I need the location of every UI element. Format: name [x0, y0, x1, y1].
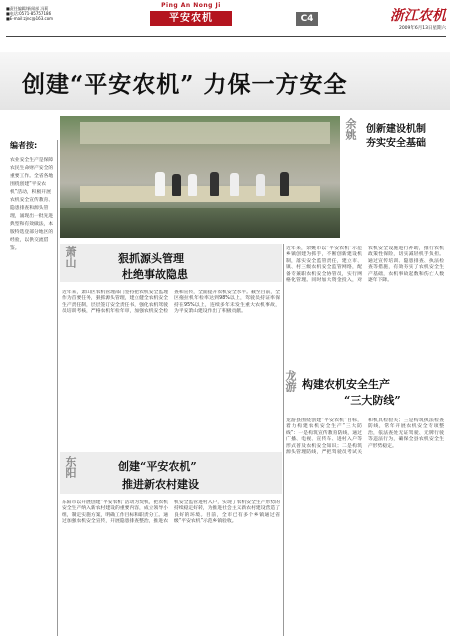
page-code: C4 — [296, 12, 318, 26]
editor-note-label: 编者按: — [10, 141, 38, 150]
longyou-title-2: “三大防线” — [344, 394, 401, 407]
main-headline: 创建“平安农机” 力保一方安全 — [22, 71, 348, 98]
yuyao-place: 余姚 — [344, 118, 357, 140]
dongyang-text: 东阳市以开展创建“平安农机”活动为契机，把农机安全生产纳入新农村建设的重要内容，成立领导小组，制定实施方案，明确工作目标和职责分工。通过加强农机安全宣传，开展隐患排查整治，推进农机安全监管进村入户，实现了农机安全生产形势的持续稳定好转，为推进社会主义新农村建设营造了良好的环境。目前，全市已有多个乡镇通过省级“平安农机”示范乡镇验收。 — [62, 500, 280, 525]
meeting-photo — [60, 116, 340, 238]
editor-note-text: 农业安全生产是保障农民生命财产安全的重要工作。全省各地围绕创建“平安农机”活动，积极开展农机安全宣传教育、隐患排查和源头管理，涌现出一批先进典型和有效做法，本版特选登部分地区的经验，以供交流借鉴。 — [10, 158, 54, 251]
xiaoshan-title-2: 杜绝事故隐患 — [122, 268, 188, 281]
brand-logo: 浙江农机 — [390, 8, 446, 24]
column-rule — [283, 244, 284, 636]
header-rule — [6, 36, 446, 37]
meta-line: ■电话:0571-85757186 — [6, 11, 52, 16]
column-pinyin: Ping An Nong Ji — [161, 2, 221, 9]
photo-person — [280, 172, 289, 196]
photo-person — [230, 173, 239, 196]
longyou-place: 龙游 — [284, 370, 297, 392]
header-meta — [6, 6, 116, 21]
column-rule — [57, 140, 58, 636]
yuyao-title-1: 创新建设机制 — [366, 124, 426, 135]
longyou-title-1: 构建农机安全生产 — [302, 378, 390, 391]
photo-person — [210, 172, 219, 196]
yuyao-text: 近年来，余姚市以“平安农机”示范乡镇创建为抓手，不断创新建设机制，落实安全监管责任，建立市、镇、村三级农机安全监管网络，配备专兼职农机安全协管员，实行网格化管理。同时加大资金投入，对农机安全设施进行补助，推行农机政策性保险，切实减轻机手负担。通过宣传培训、隐患排查、执法检查等措施，有效夯实了农机安全生产基础，农机事故起数和伤亡人数逐年下降。 — [286, 246, 444, 284]
photo-person — [155, 172, 165, 196]
xiaoshan-text: 近年来，萧山区农机管理部门坚持把农机安全监理作为首要任务，狠抓源头管理，建立健全农机安全生产责任制，层层签订安全责任书，强化农机驾驶员培训考核，严格农机年检年审，加强农机安全检查和宣传，全面提升农机安全水平。截至目前，全区拖拉机年检率达到98%以上，驾驶员持证率保持在95%以上，连续多年未发生重大农机事故，为平安萧山建设作出了积极贡献。 — [62, 290, 280, 315]
xiaoshan-place: 萧山 — [64, 246, 77, 268]
yuyao-title-2: 夯实安全基础 — [366, 138, 426, 149]
photo-banner — [80, 122, 330, 144]
longyou-text: 龙游县围绕创建“平安农机”目标，着力构建农机安全生产“三大防线”：一是构筑宣传教育防线，通过广播、电视、宣传车、进村入户等形式普及农机安全知识；二是构筑源头管理防线，严把驾驶员考试关和机具检验关；三是构筑执法检查防线，常年开展农机安全专项整治，依法查处无证驾驶、无牌行驶等违法行为，确保全县农机安全生产形势稳定。 — [286, 418, 444, 456]
header — [0, 0, 450, 34]
xiaoshan-title-1: 狠抓源头管理 — [118, 252, 184, 265]
dongyang-title-2: 推进新农村建设 — [122, 478, 199, 491]
dongyang-place: 东阳 — [64, 456, 77, 478]
meta-line: ■责任编辑/新闻部 冯莉 — [6, 6, 49, 11]
photo-person — [256, 174, 265, 196]
dongyang-title-1: 创建“平安农机” — [118, 460, 197, 473]
photo-person — [188, 174, 197, 196]
meta-line: ■E-mail:zjnc@163.com — [6, 16, 54, 21]
issue-date: 2009年6月13日星期六 — [398, 26, 446, 31]
column-name: 平安农机 — [150, 11, 232, 26]
photo-crowd — [60, 208, 340, 238]
editor-note — [10, 140, 54, 315]
photo-person — [172, 174, 181, 196]
